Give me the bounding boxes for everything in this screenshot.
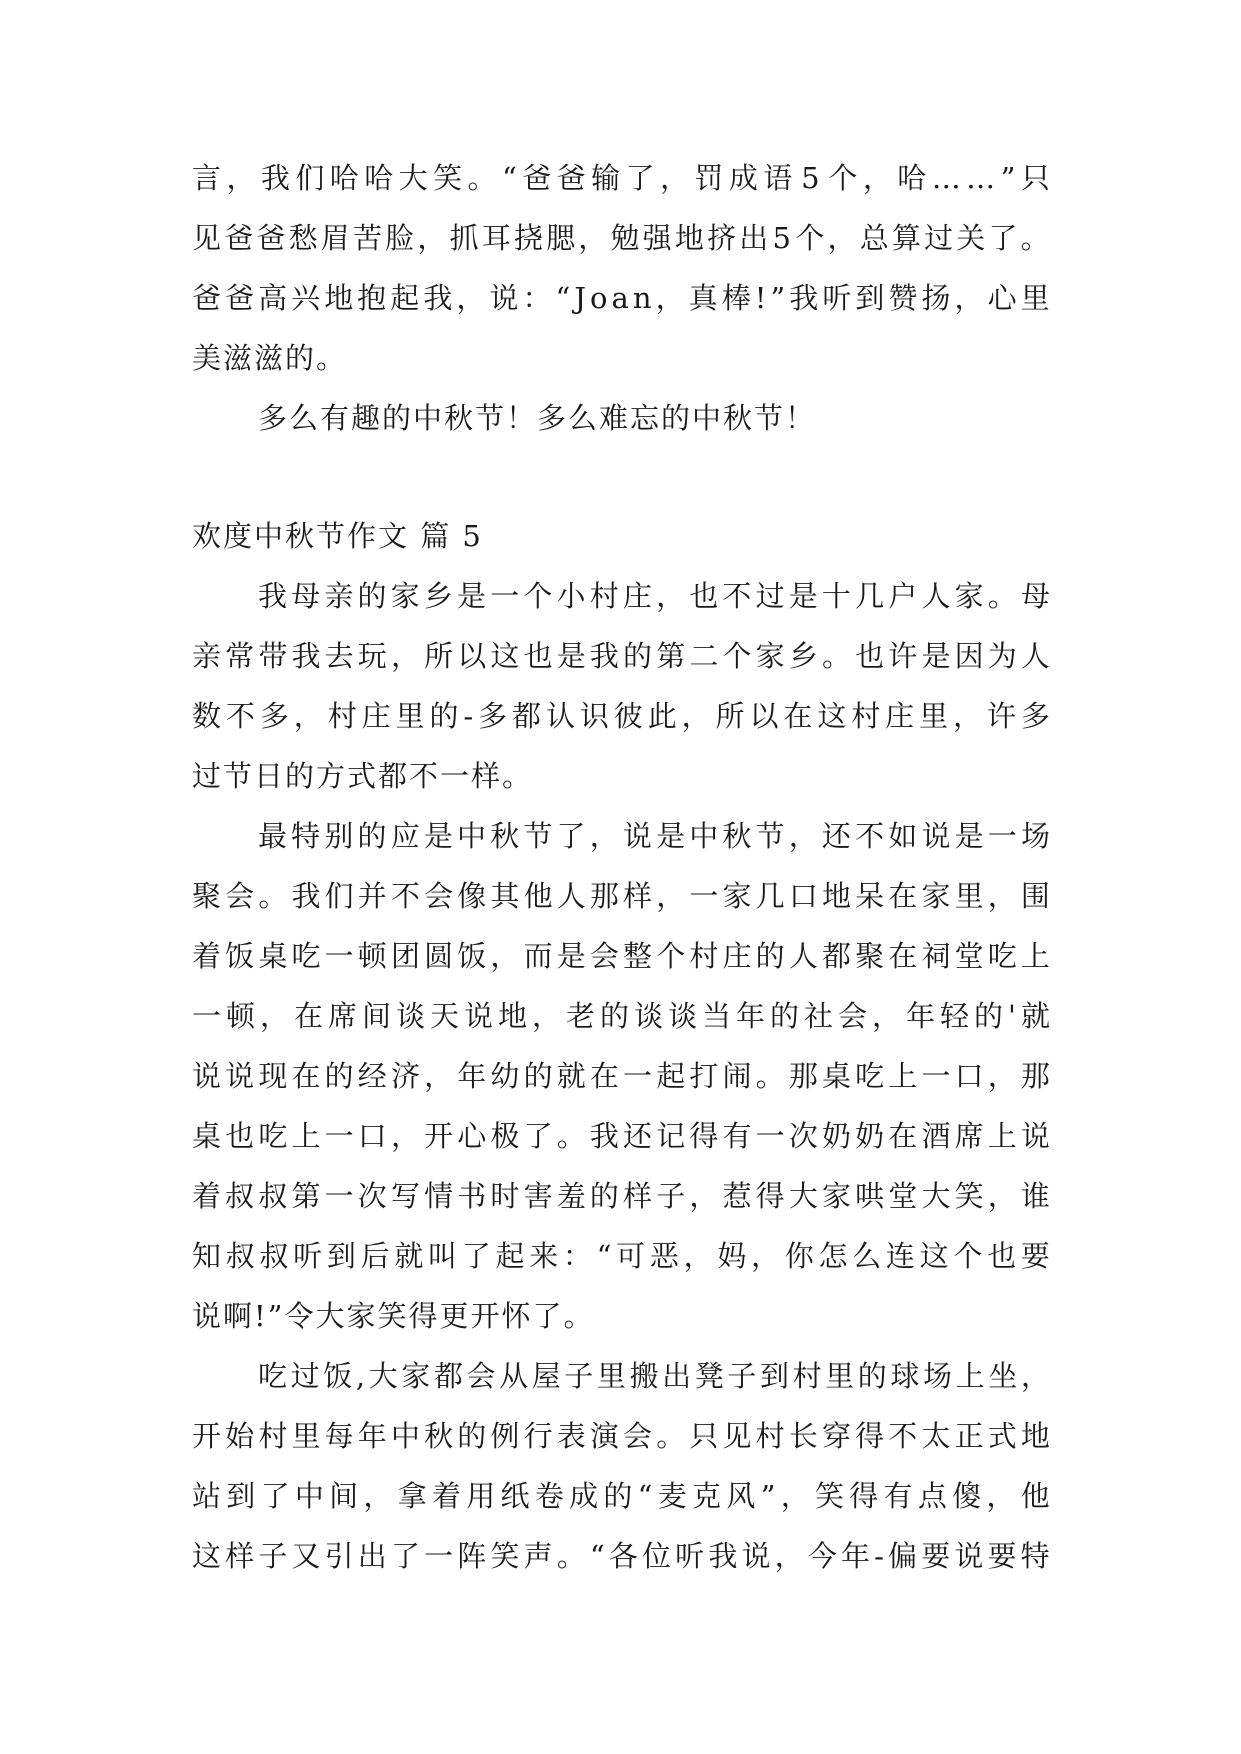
paragraph-line: [192, 566, 1052, 626]
paragraph-line: 过节日的方式都不一样。: [192, 759, 534, 793]
paragraph-line: [192, 268, 1052, 328]
paragraph-line: [192, 148, 1052, 208]
line-text: 吃 过 饭 , 大 家 都 会 从 屋 子 里 搬 出 凳 子 到 村 里 的 球 场 上 坐 ，: [258, 1359, 1052, 1393]
section-heading: 欢度中秋节作文 篇 5: [192, 519, 483, 553]
line-text: 见 爸 爸 愁 眉 苦 脸 ， 抓 耳 挠 腮 ， 勉 强 地 挤 出 5 个 ， 总 算 过 关 了 。: [192, 221, 1052, 255]
line-text: 爸 爸 高 兴 地 抱 起 我 ， 说 ： “ J o a n ， 真 棒 ! ” 我 听 到 赞 扬 ， 心 里: [192, 281, 1052, 315]
paragraph-line: [192, 866, 1052, 926]
paragraph-line: [192, 208, 1052, 268]
line-text: 亲 常 带 我 去 玩 ， 所 以 这 也 是 我 的 第 二 个 家 乡 。 也 许 是 因 为 人: [192, 639, 1052, 673]
line-text: 我 母 亲 的 家 乡 是 一 个 小 村 庄 ， 也 不 过 是 十 几 户 人 家 。 母: [258, 579, 1052, 613]
line-text: 数 不 多 ， 村 庄 里 的 - 多 都 认 识 彼 此 ， 所 以 在 这 村 庄 里 ， 许 多: [192, 699, 1052, 733]
paragraph-line: [192, 1526, 1052, 1586]
paragraph-line: [192, 1226, 1052, 1286]
line-text: 知 叔 叔 听 到 后 就 叫 了 起 来 ： “ 可 恶 ， 妈 ， 你 怎 么 连 这 个 也 要: [192, 1239, 1052, 1273]
section-heading-block: [192, 506, 1052, 566]
paragraph-line: 说啊!”令大家笑得更开怀了。: [192, 1299, 595, 1333]
paragraph-line: [192, 926, 1052, 986]
paragraph-line: 美滋滋的。: [192, 341, 348, 375]
line-text: 站 到 了 中 间 ， 拿 着 用 纸 卷 成 的 “ 麦 克 风 ” ， 笑 得 有 点 傻 ， 他: [192, 1479, 1052, 1513]
paragraph-line: 多么有趣的中秋节！多么难忘的中秋节！: [258, 401, 817, 435]
paragraph-line: [192, 1046, 1052, 1106]
line-text: 一 顿 ， 在 席 间 谈 天 说 地 ， 老 的 谈 谈 当 年 的 社 会 ， 年 轻 的 ' 就: [192, 999, 1052, 1033]
paragraph-line: [192, 626, 1052, 686]
line-text: 着 叔 叔 第 一 次 写 情 书 时 害 羞 的 样 子 ， 惹 得 大 家 哄 堂 大 笑 ， 谁: [192, 1179, 1052, 1213]
line-text: 这 样 子 又 引 出 了 一 阵 笑 声 。 “ 各 位 听 我 说 ， 今 年 - 偏 要 说 要 特: [192, 1539, 1052, 1573]
paragraph-line: [192, 986, 1052, 1046]
paragraph-line: [192, 1466, 1052, 1526]
paragraph-line: [192, 1166, 1052, 1226]
line-text: 开 始 村 里 每 年 中 秋 的 例 行 表 演 会 。 只 见 村 长 穿 得 不 太 正 式 地: [192, 1419, 1052, 1453]
line-text: 言 ， 我 们 哈 哈 大 笑 。 “ 爸 爸 输 了 ， 罚 成 语 5 个 ， 哈 … … ” 只: [192, 161, 1052, 195]
paragraph-line: [192, 686, 1052, 746]
text-block-2: [192, 566, 1052, 1586]
paragraph-line: [192, 1346, 1052, 1406]
paragraph-line: [192, 1406, 1052, 1466]
line-text: 着 饭 桌 吃 一 顿 团 圆 饭 ， 而 是 会 整 个 村 庄 的 人 都 聚 在 祠 堂 吃 上: [192, 939, 1052, 973]
paragraph-line: [192, 1106, 1052, 1166]
paragraph-line: [192, 806, 1052, 866]
line-text: 桌 也 吃 上 一 口 ， 开 心 极 了 。 我 还 记 得 有 一 次 奶 奶 在 酒 席 上 说: [192, 1119, 1052, 1153]
line-text: 最 特 别 的 应 是 中 秋 节 了 ， 说 是 中 秋 节 ， 还 不 如 说 是 一 场: [258, 819, 1052, 853]
line-text: 说 说 现 在 的 经 济 ， 年 幼 的 就 在 一 起 打 闹 。 那 桌 吃 上 一 口 ， 那: [192, 1059, 1052, 1093]
text-block-1: [192, 148, 1052, 448]
line-text: 聚 会 。 我 们 并 不 会 像 其 他 人 那 样 ， 一 家 几 口 地 呆 在 家 里 ， 围: [192, 879, 1052, 913]
